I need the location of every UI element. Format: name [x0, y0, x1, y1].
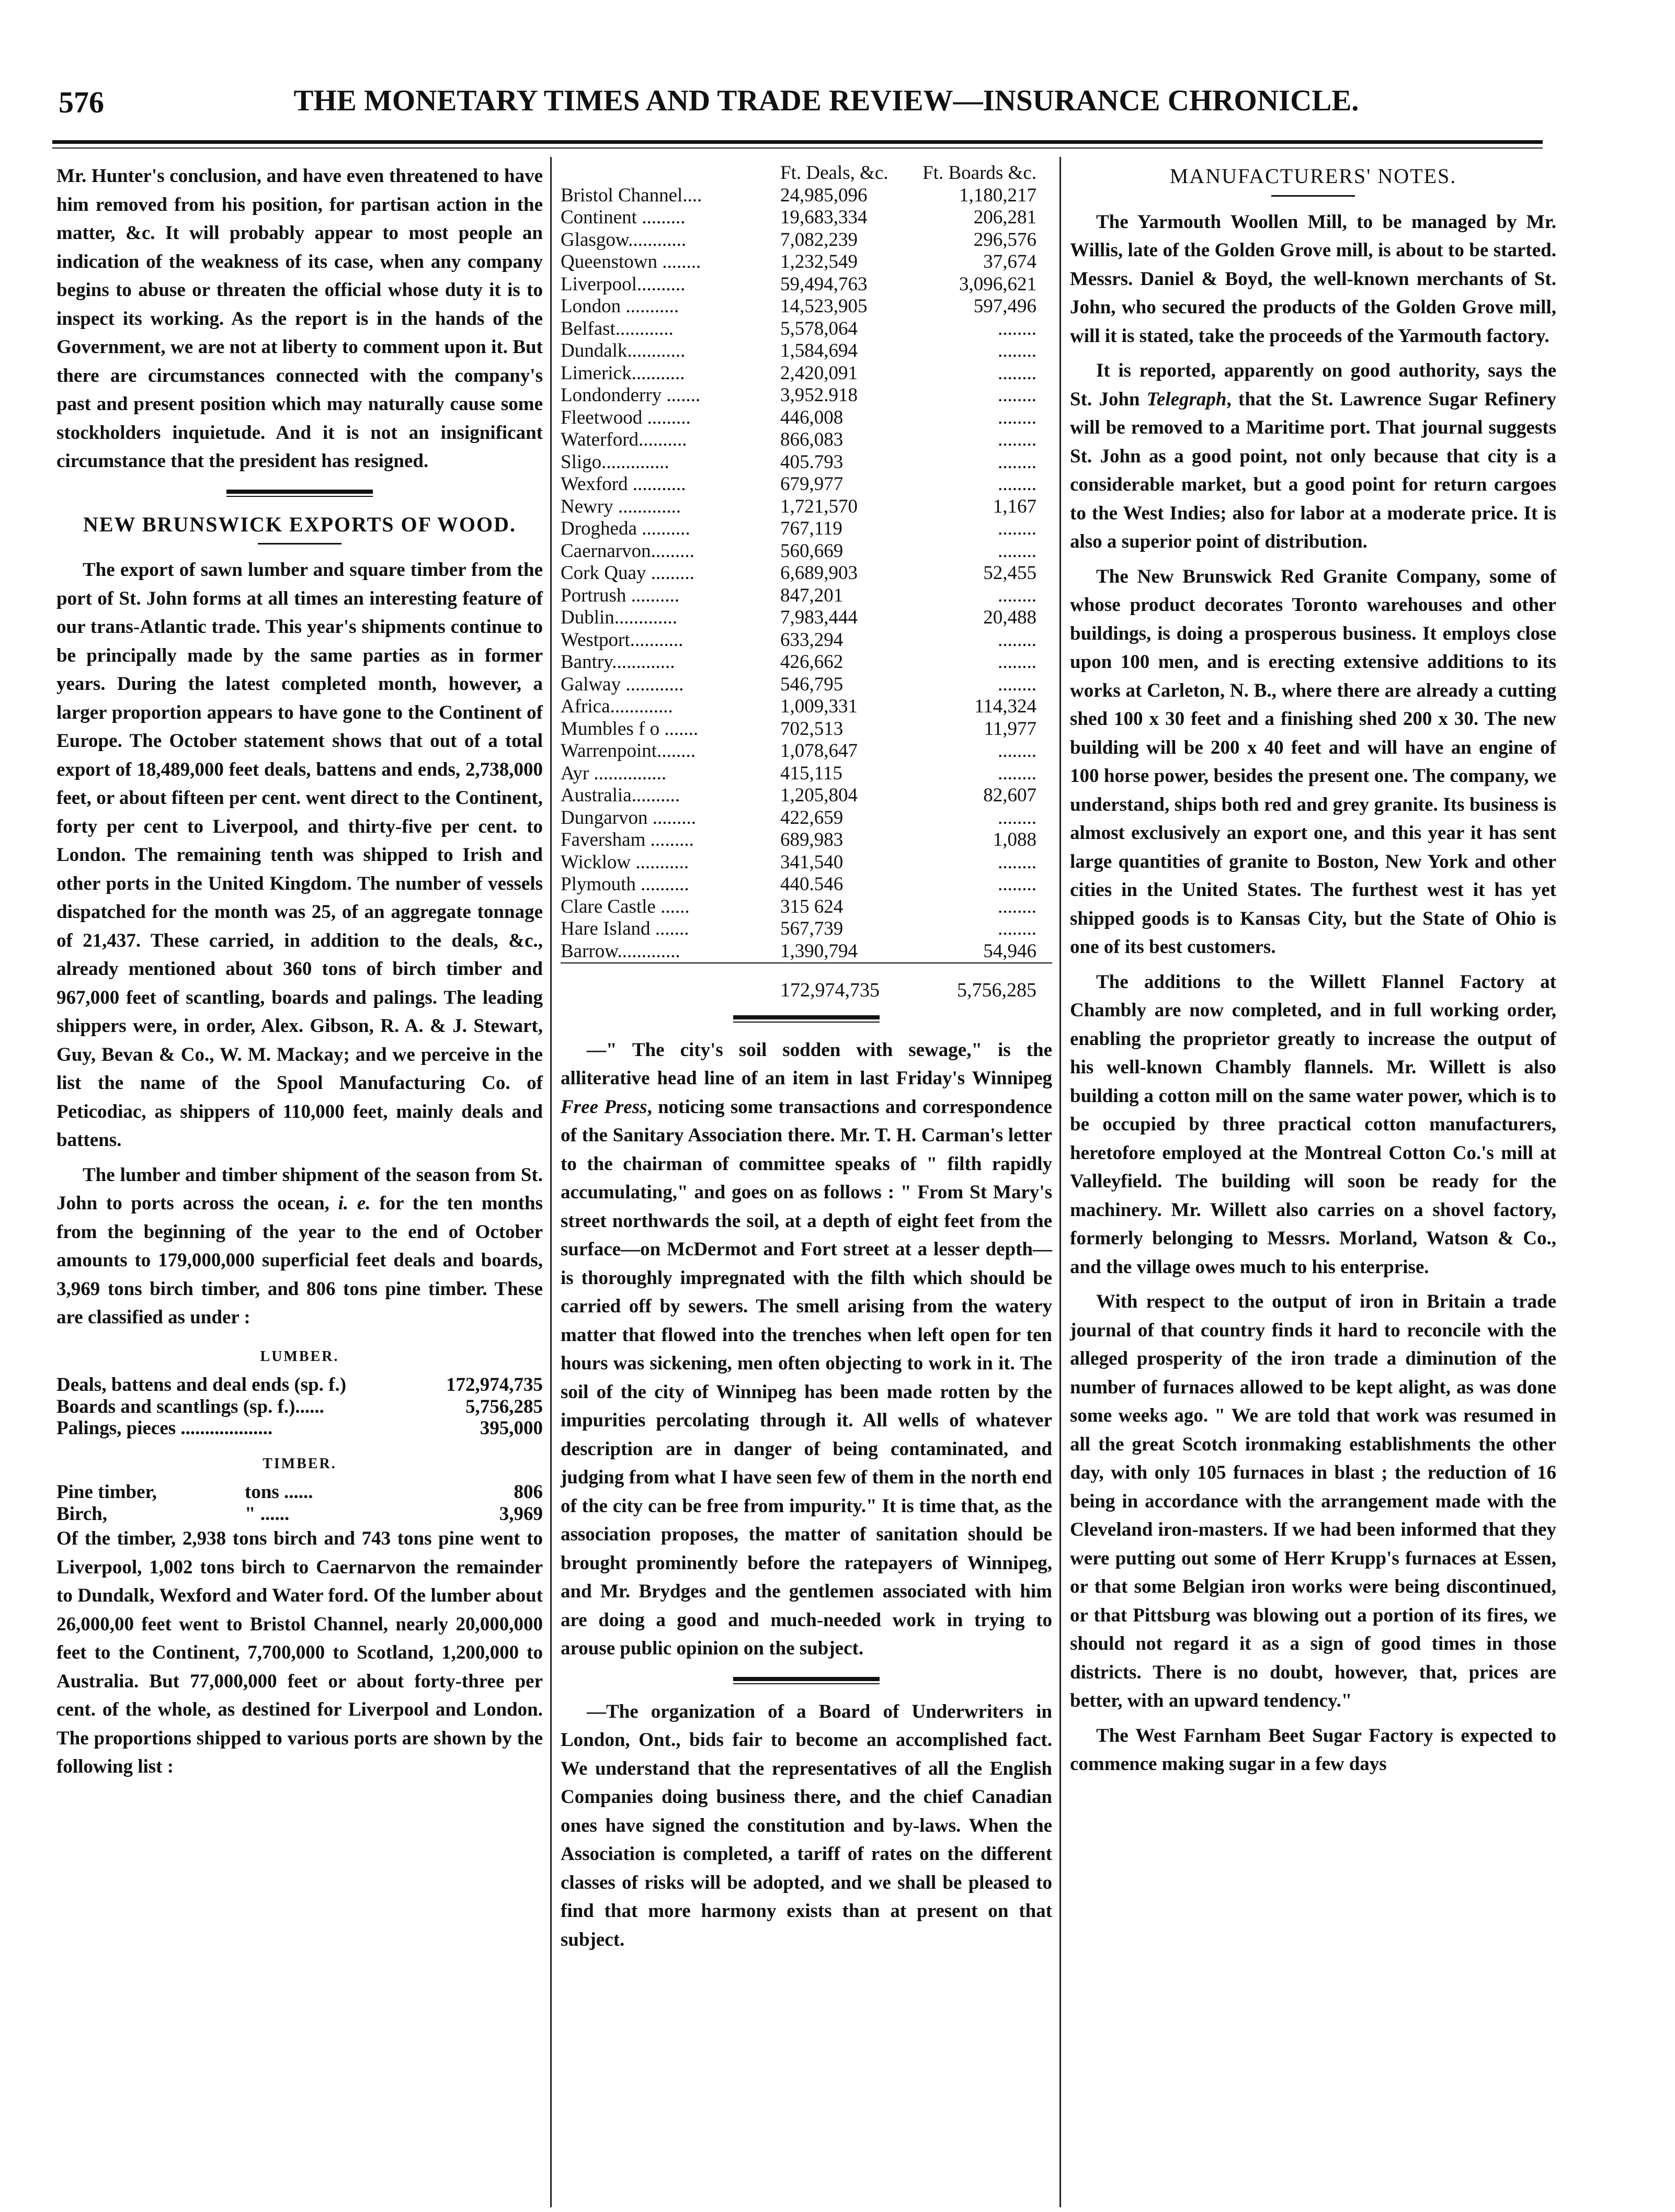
italic-text: Telegraph: [1146, 388, 1227, 410]
table-row: [56, 1374, 543, 1396]
table-row: [56, 1396, 543, 1418]
total-row: [561, 963, 1052, 1002]
port-name: Fleetwood .........: [561, 406, 691, 428]
table-row: [561, 518, 1052, 540]
table-row: [561, 896, 1052, 918]
header-rule-thin: [52, 148, 1543, 149]
deals-value: 1,721,570: [780, 495, 858, 517]
boards-value: 20,488: [983, 607, 1036, 628]
port-name: Continent .........: [561, 207, 686, 228]
column-3: [1070, 162, 1556, 1785]
masthead-title: THE MONETARY TIMES AND TRADE REVIEW—INSURANCE CHRONICLE.: [293, 84, 1359, 117]
table-row: [56, 1417, 543, 1439]
boards-value: ........: [998, 651, 1036, 673]
port-name: Dublin.............: [561, 607, 678, 628]
table-row: [561, 607, 1052, 629]
row-value: 395,000: [480, 1417, 543, 1439]
column-divider-1: [550, 157, 552, 2207]
boards-value: 3,096,621: [959, 273, 1036, 295]
port-name: Glasgow............: [561, 229, 687, 251]
article-paragraph: The West Farnham Beet Sugar Factory is expected to commence making sugar in a few days: [1070, 1725, 1556, 1775]
deals-value: 59,494,763: [780, 273, 868, 295]
deals-value: 426,662: [780, 651, 844, 673]
boards-value: 1,088: [993, 829, 1036, 850]
table-row: [56, 1503, 543, 1525]
deals-value: 1,009,331: [780, 696, 858, 717]
ports-table: [561, 162, 1052, 1002]
boards-value: 597,496: [973, 296, 1036, 317]
deals-value: 1,078,647: [780, 740, 858, 762]
boards-value: 1,180,217: [959, 184, 1036, 206]
column-divider-2: [1059, 157, 1061, 2207]
section-separator: [226, 490, 373, 497]
deals-value: 866,083: [780, 429, 844, 450]
deals-value: 341,540: [780, 851, 844, 873]
section-separator: [733, 1677, 880, 1684]
port-name: Warrenpoint........: [561, 740, 696, 762]
boards-value: ........: [998, 740, 1036, 762]
article-heading-manufacturers: MANUFACTURERS' NOTES.: [1169, 164, 1457, 188]
column-header-deals: Ft. Deals, &c.: [780, 162, 888, 184]
article-paragraph: [561, 1036, 1052, 1663]
table-row: [561, 785, 1052, 807]
port-name: Wicklow ...........: [561, 851, 689, 873]
port-name: Australia..........: [561, 785, 680, 806]
boards-value: ........: [998, 473, 1036, 495]
table-row: [561, 207, 1052, 229]
lumber-table: [56, 1374, 543, 1439]
text-run: , noticing some transactions and correspondence of the Sanitary Association there. Mr. T. H. Carman's letter to the chairman of committee speaks of " filth rapidly accumulating," and goes on as follows : " From St Mary's street northwards the soil, at a depth of eight feet from the surface—on McDermot and Fort street at a lesser depth—is thoroughly impregnated with the filth which should be carried off by sewers. The smell arising from the watery matter that flowed into the trenches when left open for ten hours was sickening, men often objecting to work in it. The soil of the city of Winnipeg has been made rotten by the impurities percolating through it. All wells of whatever description are in danger of being contaminated, and judging from what I have seen few of them in the north end of the city can be free from impurity." It is time that, as the association proposes, the matter of sanitation should be brought prominently before the ratepayers of Winnipeg, and Mr. Brydges and the gentlemen associated with him are doing a good and much-needed work in trying to arouse public opinion on the subject.: [561, 1096, 1052, 1659]
boards-value: 54,946: [983, 940, 1036, 962]
total-spacer: [561, 963, 780, 1002]
table-row: [561, 429, 1052, 451]
article-heading-exports: NEW BRUNSWICK EXPORTS OF WOOD.: [83, 512, 516, 536]
row-unit: " ......: [245, 1503, 290, 1525]
article-paragraph: The New Brunswick Red Granite Company, some of whose product decorates Toronto warehouses and other buildings, is doing a prosperous business. It employs close upon 100 men, and is erecting extensive additions to its works at Carleton, N. B., where there are already a cutting shed 100 x 30 feet and a finishing shed 200 x 30. The new building will be 200 x 40 feet and will have an engine of 100 horse power, besides the present one. The company, we understand, ships both red and grey granite. Its business is almost exclusively an export one, and this year it has sent large quantities of granite to Boston, New York and other cities in the United States. The furthest west it has yet shipped goods is to Kansas City, but the State of Ohio is one of its best customers.: [1070, 565, 1556, 958]
page-number: 576: [59, 85, 104, 119]
deals-value: 6,689,903: [780, 562, 858, 584]
text-run: —" The city's soil sodden with sewage," is the alliterative head line of an item in last Friday's Winnipeg: [561, 1039, 1052, 1089]
deals-value: 7,082,239: [780, 229, 858, 251]
deals-value: 1,205,804: [780, 785, 858, 806]
port-name: Dundalk............: [561, 340, 686, 361]
boards-value: 1,167: [993, 495, 1036, 517]
row-value: 172,974,735: [446, 1374, 543, 1396]
port-name: Newry .............: [561, 495, 681, 517]
row-value: 3,969: [499, 1503, 543, 1525]
port-name: Queenstown ........: [561, 251, 701, 273]
row-unit: tons ......: [245, 1481, 313, 1503]
boards-value: ........: [998, 918, 1036, 939]
table-row: [561, 807, 1052, 830]
boards-value: ........: [998, 874, 1036, 895]
table-row: [561, 540, 1052, 563]
deals-value: 689,983: [780, 829, 844, 850]
article-paragraph: The additions to the Willett Flannel Factory at Chambly are now completed, and in full working order, enabling the proprietor greatly to increase the output of his well-known Chambly flannels. Mr. Willett is also building a cotton mill on the same water power, which is to be occupied by three practical cotton manufacturers, heretofore employed at the Montreal Cotton Co.'s mill at Valleyfield. The building will soon be ready for the machinery. Mr. Willett also carries on a shovel factory, formerly belonging to Messrs. Morland, Watson & Co., and the village owes much to his enterprise.: [1070, 971, 1556, 1278]
table-row: [561, 763, 1052, 785]
boards-value: 206,281: [973, 207, 1036, 228]
lumber-heading: LUMBER.: [260, 1348, 339, 1365]
boards-value: ........: [998, 807, 1036, 829]
table-row: [561, 251, 1052, 274]
table-row: [561, 829, 1052, 852]
row-value: 806: [514, 1481, 543, 1503]
total-boards: 5,756,285: [957, 979, 1036, 1001]
port-name: Dungarvon .........: [561, 807, 696, 829]
deals-value: 446,008: [780, 406, 844, 428]
table-row: [561, 629, 1052, 652]
table-row: [56, 1481, 543, 1503]
port-name: Galway ............: [561, 673, 684, 695]
deals-value: 3,952.918: [780, 384, 858, 406]
boards-value: 37,674: [983, 251, 1036, 273]
row-label: Palings, pieces ...................: [56, 1417, 273, 1439]
port-name: London ...........: [561, 296, 679, 317]
column-2: [561, 162, 1052, 1960]
row-label: Birch,: [56, 1503, 107, 1525]
timber-table: [56, 1481, 543, 1525]
port-name: Ayr ...............: [561, 762, 667, 784]
heading-rule: [258, 543, 341, 545]
deals-value: 1,390,794: [780, 940, 858, 962]
table-row: [561, 296, 1052, 318]
table-row: [561, 562, 1052, 585]
article-paragraph: The Yarmouth Woollen Mill, to be managed by Mr. Willis, late of the Golden Grove mill, is about to be started. Messrs. Daniel & Boyd, the well-known merchants of St. John, who secured the products of the Golden Grove mill, will it is stated, take the proceeds of the Yarmouth factory.: [1070, 211, 1556, 347]
port-name: Drogheda ..........: [561, 518, 690, 539]
header-rule-thick: [52, 140, 1543, 144]
boards-value: ........: [998, 762, 1036, 784]
port-name: Wexford ...........: [561, 473, 686, 495]
table-row: [561, 496, 1052, 518]
continued-paragraph: Mr. Hunter's conclusion, and have even threatened to have him removed from his position, for partisan action in the matter, &c. It will probably appear to most people an indication of the weakness of its case, when any company begins to abuse or threaten the official whose duty it is to inspect its working. As the report is in the hands of the Government, we are not at liberty to comment upon it. But there are circumstances connected with the company's past and present position which may naturally cause some stockholders inquietude. And it is not an insignificant circumstance that the president has resigned.: [56, 165, 543, 472]
table-row: [561, 585, 1052, 607]
italic-text: Free Press: [561, 1096, 647, 1118]
boards-value: ........: [998, 384, 1036, 406]
article-paragraph: The export of sawn lumber and square timber from the port of St. John forms at all times an interesting feature of our trans-Atlantic trade. This year's shipments continue to be principally made by the same parties as in former years. During the latest completed month, however, a larger proportion appears to have gone to the Continent of Europe. The October statement shows that out of a total export of 18,489,000 feet deals, battens and ends, 2,738,000 feet, or about fifteen per cent. went direct to the Continent, forty per cent to Liverpool, and thirty-five per cent. to London. The remaining tenth was shipped to Irish and other ports in the United Kingdom. The number of vessels dispatched for the month was 25, of an aggregate tonnage of 21,437. These carried, in addition to the deals, &c., already mentioned about 360 tons of birch timber and 967,000 feet of scantling, boards and palings. The leading shippers were, in order, Alex. Gibson, R. A. & J. Stewart, Guy, Bevan & Co., W. M. Mackay; and we perceive in the list the name of the Spool Manufacturing Co. of Peticodiac, as shippers of 110,000 feet, mainly deals and battens.: [56, 559, 543, 1151]
table-row: [561, 852, 1052, 874]
article-paragraph: Of the timber, 2,938 tons birch and 743 tons pine went to Liverpool, 1,002 tons birch to Caernarvon the remainder to Dundalk, Wexford and Water ford. Of the lumber about 26,000,00 feet went to Bristol Channel, nearly 20,000,000 feet to the Continent, 7,700,000 to Scotland, 1,200,000 to Australia. But 77,000,000 feet or about forty-three per cent. of the whole, as destined for Liverpool and London. The proportions shipped to various ports are shown by the following list :: [56, 1528, 543, 1777]
deals-value: 7,983,444: [780, 607, 858, 628]
boards-value: ........: [998, 451, 1036, 473]
table-row: [561, 740, 1052, 763]
deals-value: 405.793: [780, 451, 844, 473]
boards-value: 82,607: [983, 785, 1036, 806]
table-row: [561, 229, 1052, 252]
deals-value: 315 624: [780, 895, 844, 917]
deals-value: 415,115: [780, 762, 842, 784]
boards-value: 114,324: [974, 696, 1036, 717]
ports-body: [561, 185, 1052, 1002]
table-row: [561, 451, 1052, 474]
deals-value: 1,232,549: [780, 251, 858, 273]
table-row: [561, 696, 1052, 718]
boards-value: ........: [998, 518, 1036, 539]
text-run: The lumber and timber shipment of the season from St. John to ports across the ocean,: [56, 1164, 543, 1214]
table-row: [561, 918, 1052, 940]
text-run: for the ten months from the beginning of the year to the end of October amounts to 179,000,000 superficial feet deals and boards, 3,969 tons birch timber, and 806 tons pine timber. These are classified as under :: [56, 1193, 543, 1328]
table-row: [561, 674, 1052, 696]
boards-value: ........: [998, 895, 1036, 917]
table-row: [561, 874, 1052, 896]
port-name: Liverpool..........: [561, 273, 686, 295]
port-name: Plymouth ..........: [561, 874, 689, 895]
port-name: Bristol Channel....: [561, 184, 702, 206]
deals-value: 14,523,905: [780, 296, 868, 317]
row-value: 5,756,285: [465, 1396, 543, 1417]
port-name: Limerick...........: [561, 362, 685, 384]
boards-value: ........: [998, 851, 1036, 873]
table-row: [561, 407, 1052, 429]
port-name: Caernarvon.........: [561, 540, 694, 562]
port-name: Africa.............: [561, 696, 673, 717]
heading-rule: [1271, 195, 1355, 197]
boards-value: ........: [998, 540, 1036, 562]
port-name: Bantry.............: [561, 651, 675, 673]
table-row: [561, 318, 1052, 341]
boards-value: ........: [998, 629, 1036, 651]
section-separator: [733, 1015, 880, 1023]
deals-value: 2,420,091: [780, 362, 858, 384]
deals-value: 567,739: [780, 918, 844, 939]
table-row: [561, 185, 1052, 207]
column-1: [56, 162, 543, 1788]
deals-value: 633,294: [780, 629, 844, 651]
italic-text: i. e.: [338, 1193, 371, 1214]
port-name: Barrow.............: [561, 940, 680, 962]
deals-value: 847,201: [780, 584, 844, 606]
text-run: It is reported, apparently on good authority, says the St. John: [1070, 360, 1556, 410]
article-paragraph: —The organization of a Board of Underwriters in London, Ont., bids fair to become an accomplished fact. We understand that the representatives of all the English Companies doing business there, and the chief Canadian ones have signed the constitution and by-laws. When the Association is completed, a tariff of rates on the different classes of risks will be adopted, and we shall be pleased to find that more harmony exists than at present on that subject.: [561, 1700, 1052, 1950]
port-name: Cork Quay .........: [561, 562, 694, 584]
table-row: [561, 940, 1052, 963]
table-row: [561, 362, 1052, 385]
timber-heading: TIMBER.: [263, 1455, 337, 1472]
deals-value: 24,985,096: [780, 184, 868, 206]
column-header-boards: Ft. Boards &c.: [922, 162, 1036, 184]
header-spacer: [561, 162, 780, 185]
deals-value: 767,119: [780, 518, 842, 539]
deals-value: 19,683,334: [780, 207, 868, 228]
port-name: Clare Castle ......: [561, 895, 690, 917]
port-name: Westport...........: [561, 629, 683, 651]
deals-value: 546,795: [780, 673, 844, 695]
port-name: Belfast............: [561, 317, 674, 339]
total-deals: 172,974,735: [780, 979, 880, 1001]
deals-value: 560,669: [780, 540, 844, 562]
deals-value: 5,578,064: [780, 317, 858, 339]
deals-value: 679,977: [780, 473, 844, 495]
port-name: Londonderry .......: [561, 384, 701, 406]
table-row: [561, 651, 1052, 674]
deals-value: 422,659: [780, 807, 844, 829]
row-label: Boards and scantlings (sp. f.)......: [56, 1396, 324, 1417]
boards-value: ........: [998, 362, 1036, 384]
row-label: Deals, battens and deal ends (sp. f.): [56, 1374, 347, 1396]
boards-value: 52,455: [983, 562, 1036, 584]
deals-value: 1,584,694: [780, 340, 858, 361]
text-run: , that the St. Lawrence Sugar Refinery will be removed to a Maritime port. That journal suggests St. John as a good point, not only because that city is a considerable market, but a good point for return cargoes to the West Indies; also for labor at a moderate price. It is also a superior point of distribution.: [1070, 388, 1557, 552]
boards-value: 296,576: [973, 229, 1036, 251]
boards-value: ........: [998, 317, 1036, 339]
boards-value: ........: [998, 429, 1036, 450]
article-paragraph: [56, 1161, 543, 1332]
table-header-row: [561, 162, 1052, 185]
boards-value: ........: [998, 340, 1036, 361]
port-name: Waterford..........: [561, 429, 687, 450]
boards-value: ........: [998, 406, 1036, 428]
article-paragraph: [1070, 357, 1556, 557]
table-row: [561, 718, 1052, 741]
deals-value: 702,513: [780, 718, 844, 740]
port-name: Hare Island .......: [561, 918, 689, 939]
port-name: Portrush ..........: [561, 584, 680, 606]
boards-value: 11,977: [984, 718, 1036, 740]
port-name: Mumbles f o .......: [561, 718, 699, 740]
table-row: [561, 384, 1052, 407]
table-row: [561, 340, 1052, 362]
article-paragraph: With respect to the output of iron in Britain a trade journal of that country finds it hard to reconcile with the alleged prosperity of the iron trade a diminution of the number of furnaces allowed to be kept alight, as was done some weeks ago. " We are told that work was resumed in all the great Scotch ironmaking establishments the other day, with only 105 furnaces in blast ; the reduction of 16 being in accordance with the arrangement made with the Cleveland iron-masters. If we had been informed that they were putting out some of Herr Krupp's furnaces at Essen, or that some Belgian iron works were being discontinued, or that Pittsburg was blowing out a portion of its fires, we should not regard it as a sign of good times in those districts. There is no doubt, however, that, prices are better, with an upward tendency.": [1070, 1291, 1556, 1711]
port-name: Sligo..............: [561, 451, 669, 473]
table-row: [561, 473, 1052, 496]
boards-value: ........: [998, 584, 1036, 606]
row-label: Pine timber,: [56, 1481, 157, 1503]
deals-value: 440.546: [780, 874, 844, 895]
table-row: [561, 274, 1052, 296]
port-name: Faversham .........: [561, 829, 694, 850]
boards-value: ........: [998, 673, 1036, 695]
